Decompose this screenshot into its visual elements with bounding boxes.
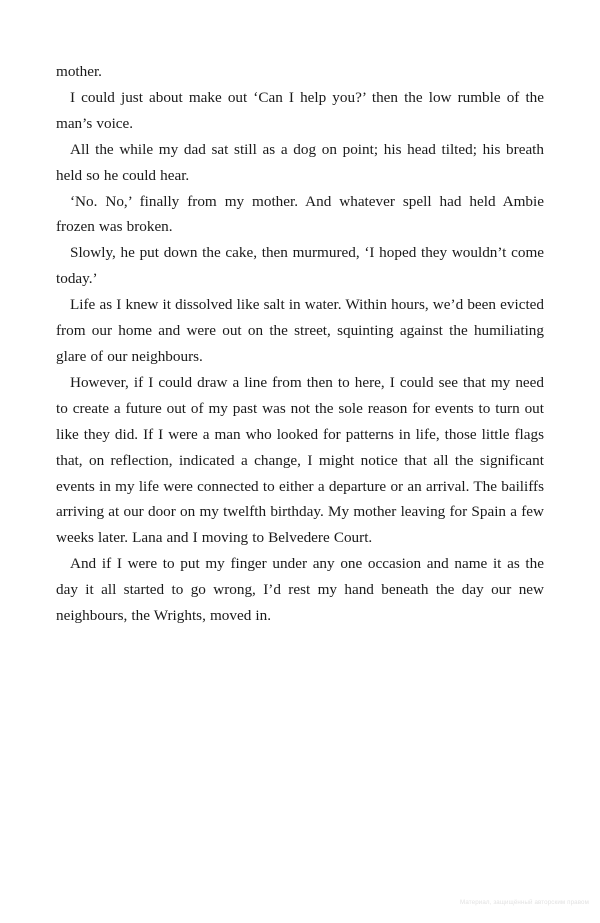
paragraph: Slowly, he put down the cake, then murmured, ‘I hoped they wouldn’t come today.’ xyxy=(56,244,544,288)
paragraph: I could just about make out ‘Can I help you?’ then the low rumble of the man’s voice. xyxy=(56,88,544,132)
paragraph: And if I were to put my finger under any one occasion and name it as the day it all started to go wrong, I’d rest my hand beneath the day our new neighbours, the Wrights, moved in. xyxy=(56,555,544,625)
copyright-watermark: Материал, защищённый авторским правом xyxy=(460,899,589,906)
paragraph: mother. xyxy=(56,63,102,80)
paragraph: ‘No. No,’ finally from my mother. And whatever spell had held Ambie frozen was broken. xyxy=(56,192,544,236)
paragraph: Life as I knew it dissolved like salt in water. Within hours, we’d been evicted from our home and were out on the street, squinting against the humiliating glare of our neighbours. xyxy=(56,296,544,365)
paragraph: However, if I could draw a line from then to here, I could see that my need to create a future out of my past was not the sole reason for events to turn out like they did. If I were a man who looked for patterns in life, those little flags that, on reflection, indicated a change, I might notice that all the significant events in my life were connected to either a departure or an arrival. The bailiffs arriving at our door on my twelfth birthday. My mother leaving for Spain a few weeks later. Lana and I moving to Belvedere Court. xyxy=(56,373,544,547)
paragraph: All the while my dad sat still as a dog on point; his head tilted; his breath held so he could hear. xyxy=(56,140,544,184)
page-text-block xyxy=(56,59,544,629)
